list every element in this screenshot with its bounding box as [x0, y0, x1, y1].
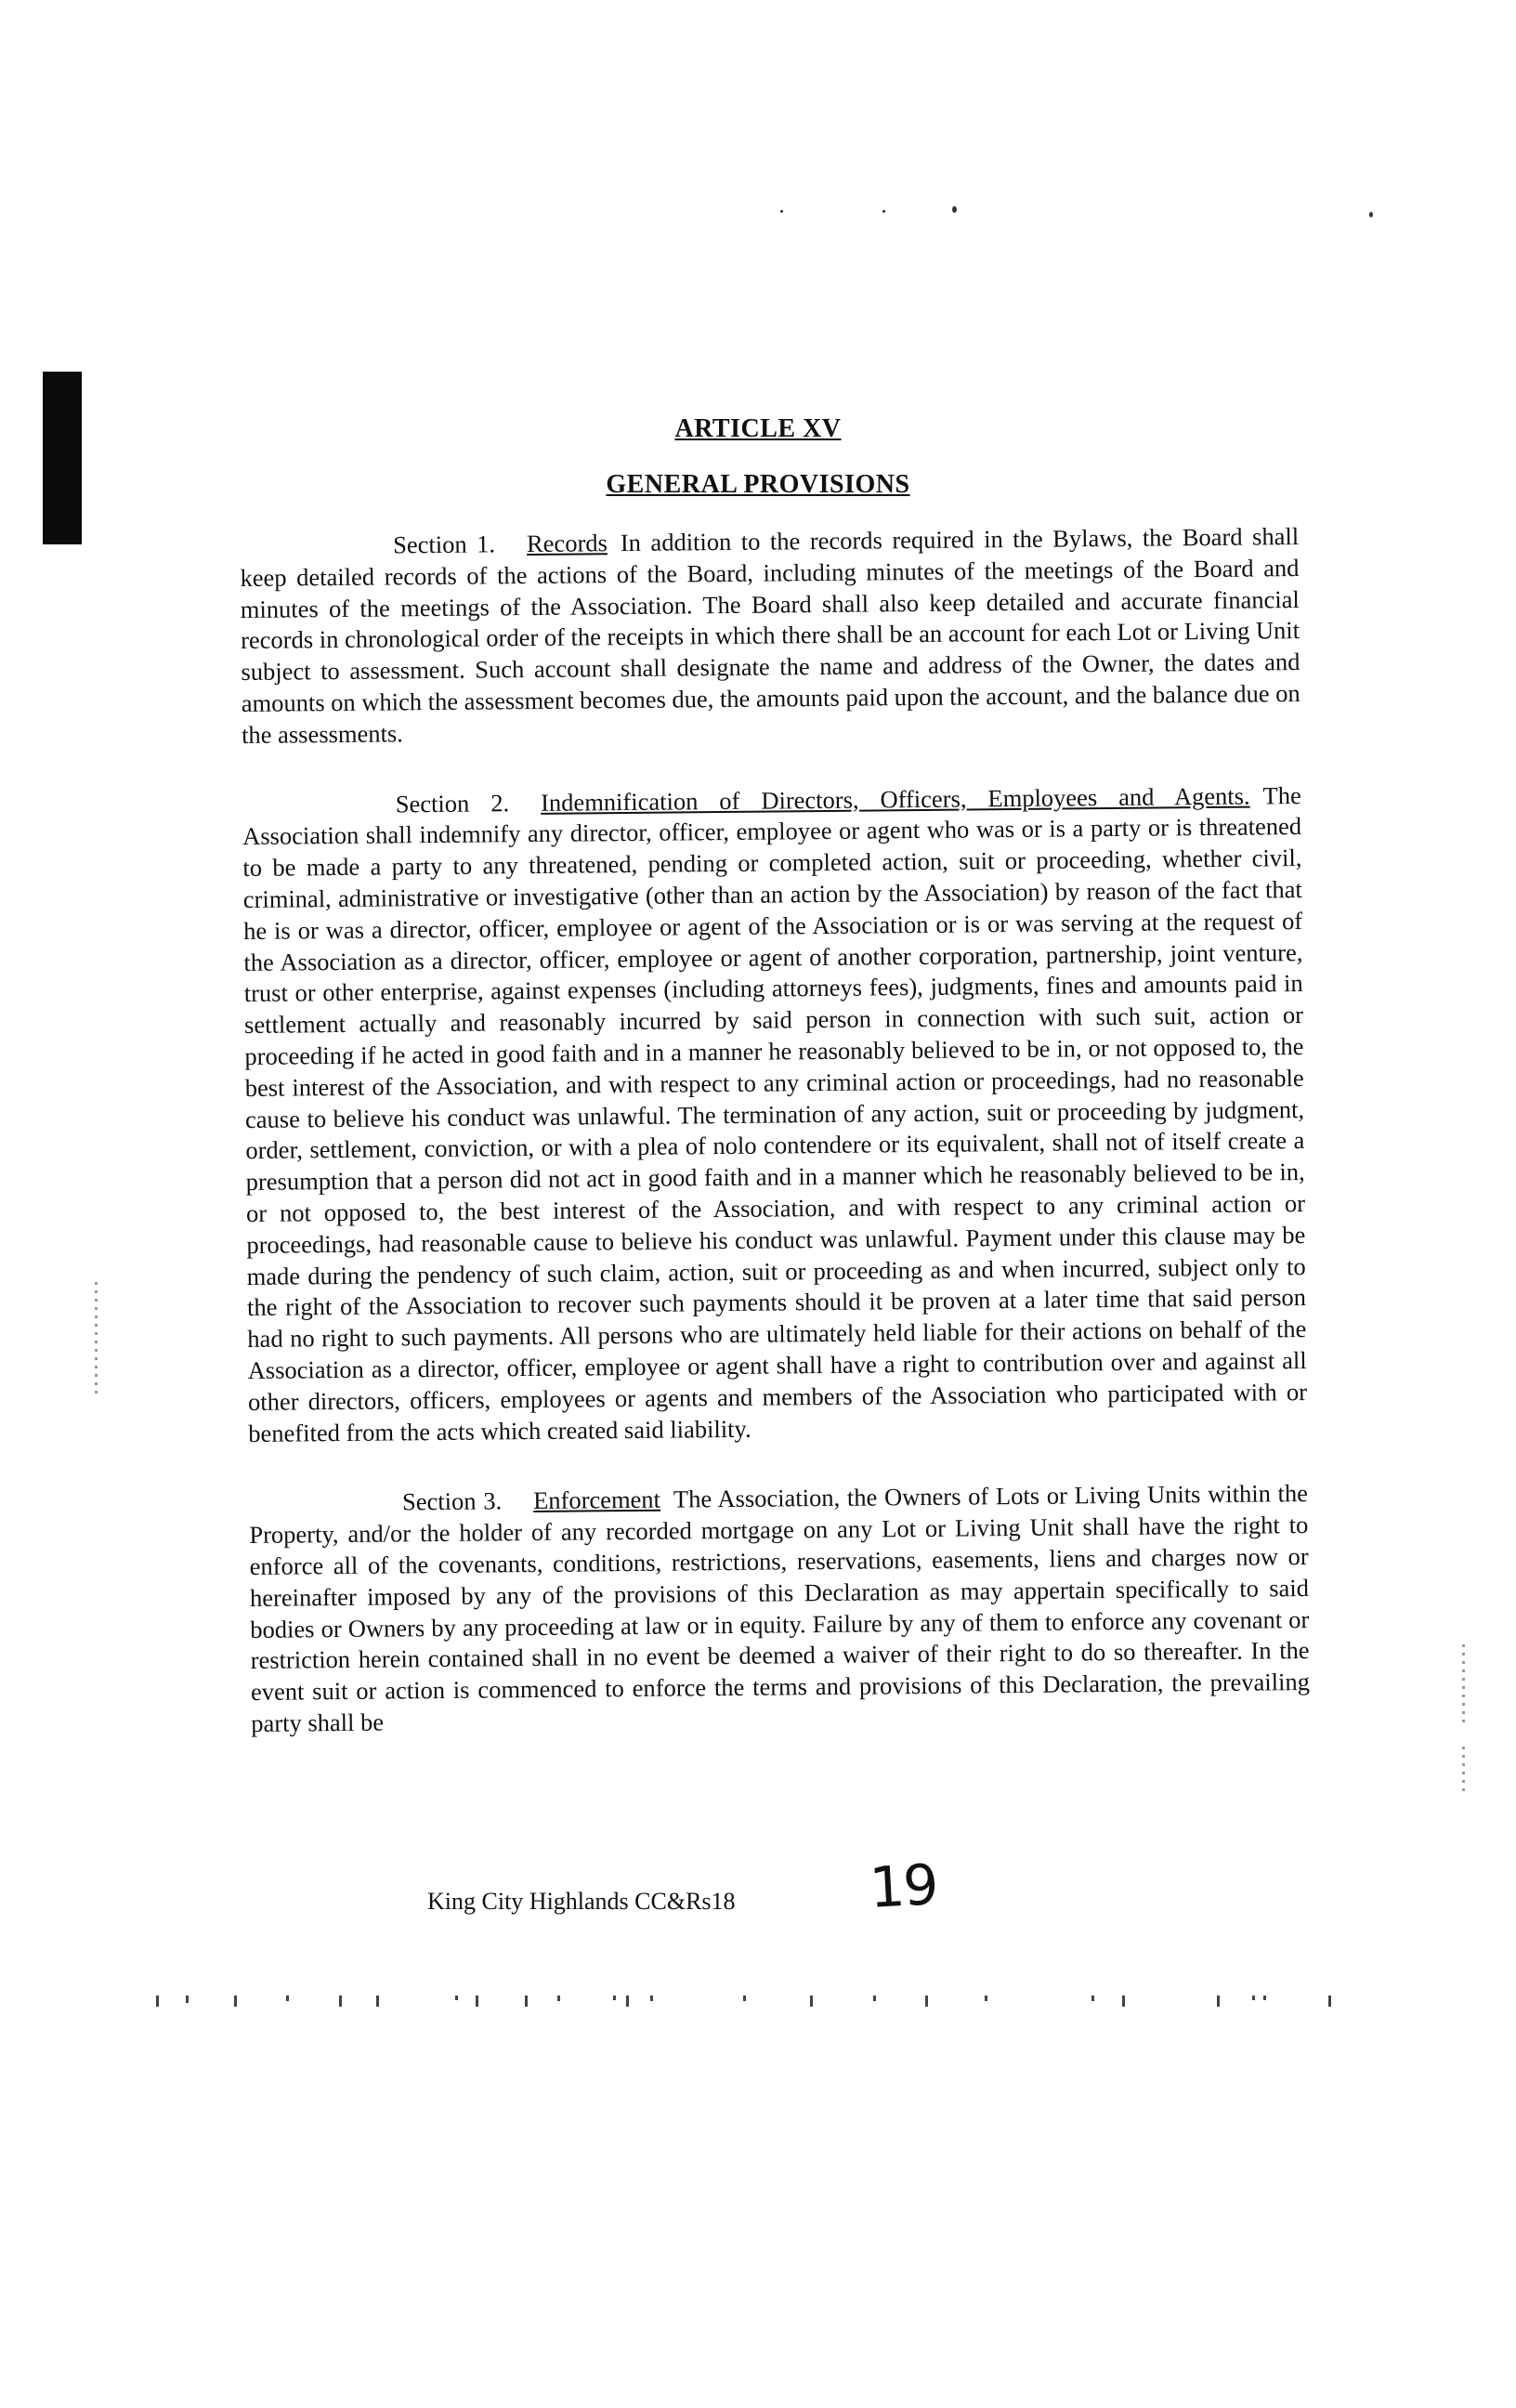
section-number: Section 3. [401, 1486, 503, 1516]
article-heading: ARTICLE XV [674, 414, 842, 443]
section-title: Records [526, 529, 608, 558]
scan-edge-ticks [1462, 1747, 1465, 1793]
page-footer: King City Highlands CC&Rs18 [427, 1888, 736, 1915]
section-title: Enforcement [532, 1485, 661, 1515]
section-text: In addition to the records required in the Bylaws, the Board shall keep detailed records of the actions of the Board, including minutes of the meetings of the Board and minutes of the meetings of the Association. The Board shall also keep detailed and accurate financial records in chronological order of the receipts in which there shall be an account for each Lot or Living Unit subject to assessment. Such account shall designate the name and address of the Owner, the dates and amounts on which the assessment becomes due, the amounts paid upon the account, and the balance due on the assessments. [240, 522, 1300, 749]
section-records [240, 521, 1300, 752]
scan-edge-ticks [95, 1282, 98, 1394]
scan-speck [882, 210, 885, 213]
scan-edge-ticks [1462, 1644, 1465, 1728]
section-title: Indemnification of Directors, Officers, Employees and Agents. [540, 781, 1250, 817]
section-heading: GENERAL PROVISIONS [606, 470, 910, 499]
section-text: The Association shall indemnify any director, officer, employee or agent who was or is a party or is threatened to be made a party to any threatened, pending or completed action, suit or proceeding, whether civil, criminal, administrative or investigative (other than an action by the Association) by reason of the fact that he is or was a director, officer, employee or agent of the Association or is or was serving at the request of the Association as a director, officer, employee or agent of another corporation, partnership, joint venture, trust or other enterprise, against expenses (including attorneys fees), judgments, fines and amounts paid in settlement actually and reasonably incurred by said person in connection with such suit, action or proceeding if he acted in good faith and in a manner he reasonably believed to be in, or not opposed to, the best interest of the Association, and with respect to any criminal action or proceedings, had no reasonable cause to believe his conduct was unlawful. The termination of any action, suit or proceeding by judgment, order, settlement, conviction, or with a plea of nolo contendere or its equivalent, shall not of itself create a presumption that a person did not act in good faith and in a manner which he reasonably believed to be in, or not opposed to, the best interest of the Association, and with respect to any criminal action or proceedings, had reasonable cause to believe his conduct was unlawful. Payment under this clause may be made during the pendency of such claim, action, suit or proceeding as and when incurred, subject only to the right of the Association to recover such payments should it be proven at a later time that said person had no right to such payments. All persons who are ultimately held liable for their actions on behalf of the Association as a director, officer, employee or agent shall have a right to contribution over and against all other directors, officers, employees or agents and members of the Association who participated with or benefited from the acts which created said liability. [242, 780, 1308, 1447]
section-text: The Association, the Owners of Lots or Living Units within the Property, and/or the holder of any recorded mortgage on any Lot or Living Unit shall have the right to enforce all of the covenants, conditions, restrictions, reservations, easements, liens and charges now or hereinafter imposed by any of the provisions of this Declaration as may appertain specifically to said bodies or Owners by any proceeding at law or in equity. Failure by any of them to enforce any covenant or restriction herein contained shall in no event be deemed a waiver of their right to do so thereafter. In the event suit or action is commenced to enforce the terms and provisions of this Declaration, the prevailing party shall be [249, 1479, 1311, 1737]
scan-edge-mark [43, 372, 82, 544]
section-enforcement [249, 1478, 1311, 1739]
document-body [240, 521, 1311, 1779]
scan-noise-row [149, 1996, 1356, 2009]
handwritten-page-number: 19 [868, 1852, 939, 1921]
scan-speck [952, 206, 957, 213]
section-number: Section 1. [393, 530, 496, 559]
scan-speck [1369, 212, 1373, 217]
section-number: Section 2. [395, 788, 510, 818]
section-indemnification [242, 780, 1308, 1450]
scan-speck [780, 210, 783, 213]
